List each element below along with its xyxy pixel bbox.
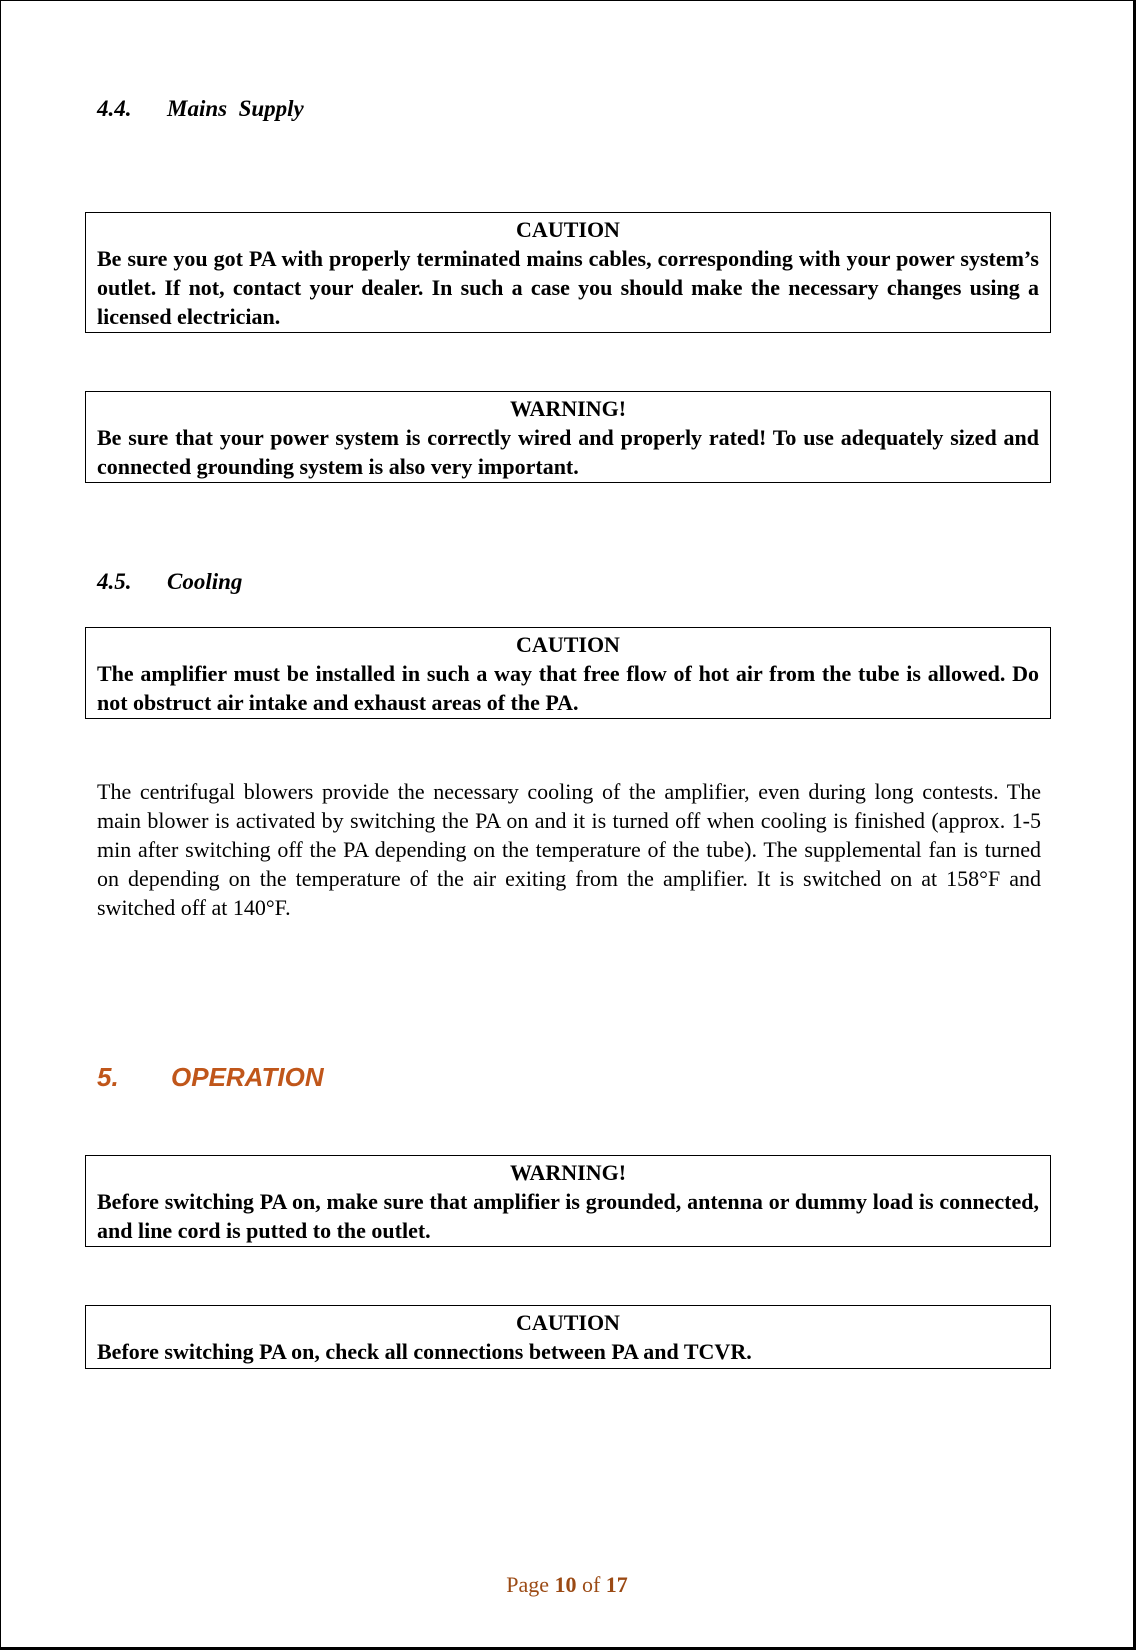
- section-title: Mains Supply: [167, 96, 304, 121]
- warning-title: WARNING!: [509, 396, 627, 421]
- footer-page-word: Page: [506, 1572, 549, 1597]
- caution-text: The amplifier must be installed in such a way that free flow of hot air from the tube is allowed. Do not obstruct air intake and exhaust areas of the PA.: [97, 661, 1039, 715]
- caution-box-cooling: [85, 627, 1051, 719]
- chapter-heading-operation: [97, 1062, 324, 1093]
- chapter-title: OPERATION: [171, 1062, 324, 1092]
- caution-title: CAUTION: [516, 1310, 620, 1335]
- cooling-paragraph: The centrifugal blowers provide the necessary cooling of the amplifier, even during long contests. The main blower is activated by switching the PA on and it is turned off when cooling is finished (approx. 1-5 min after switching off the PA depending on the temperature of the tube). The supplemental fan is turned on depending on the temperature of the air exiting from the amplifier. It is switched on at 158°F and switched off at 140°F.: [97, 779, 1041, 920]
- page-footer: [1, 1572, 1133, 1598]
- section-number: 4.5.: [97, 569, 132, 594]
- caution-text: Be sure you got PA with properly terminated mains cables, corresponding with your power system’s outlet. If not, contact your dealer. In such a case you should make the necessary changes using a licensed electrician.: [97, 246, 1039, 329]
- caution-box-operation: [85, 1305, 1051, 1369]
- footer-total-pages: 17: [605, 1572, 628, 1597]
- chapter-number: 5.: [97, 1062, 119, 1092]
- warning-box-mains: [85, 391, 1051, 483]
- caution-text: Before switching PA on, check all connections between PA and TCVR.: [97, 1339, 752, 1364]
- warning-text: Before switching PA on, make sure that amplifier is grounded, antenna or dummy load is connected, and line cord is putted to the outlet.: [97, 1189, 1039, 1243]
- section-heading-cooling: [97, 569, 242, 595]
- warning-text: Be sure that your power system is correctly wired and properly rated! To use adequately sized and connected grounding system is also very important.: [97, 425, 1039, 479]
- footer-of-word: of: [581, 1572, 601, 1597]
- caution-title: CAUTION: [516, 217, 620, 242]
- section-heading-mains-supply: [97, 96, 304, 122]
- caution-box-mains: [85, 212, 1051, 333]
- warning-box-operation: [85, 1155, 1051, 1247]
- section-number: 4.4.: [97, 96, 132, 121]
- warning-title: WARNING!: [509, 1160, 627, 1185]
- section-title: Cooling: [167, 569, 243, 594]
- footer-current-page: 10: [554, 1572, 577, 1597]
- caution-title: CAUTION: [516, 632, 620, 657]
